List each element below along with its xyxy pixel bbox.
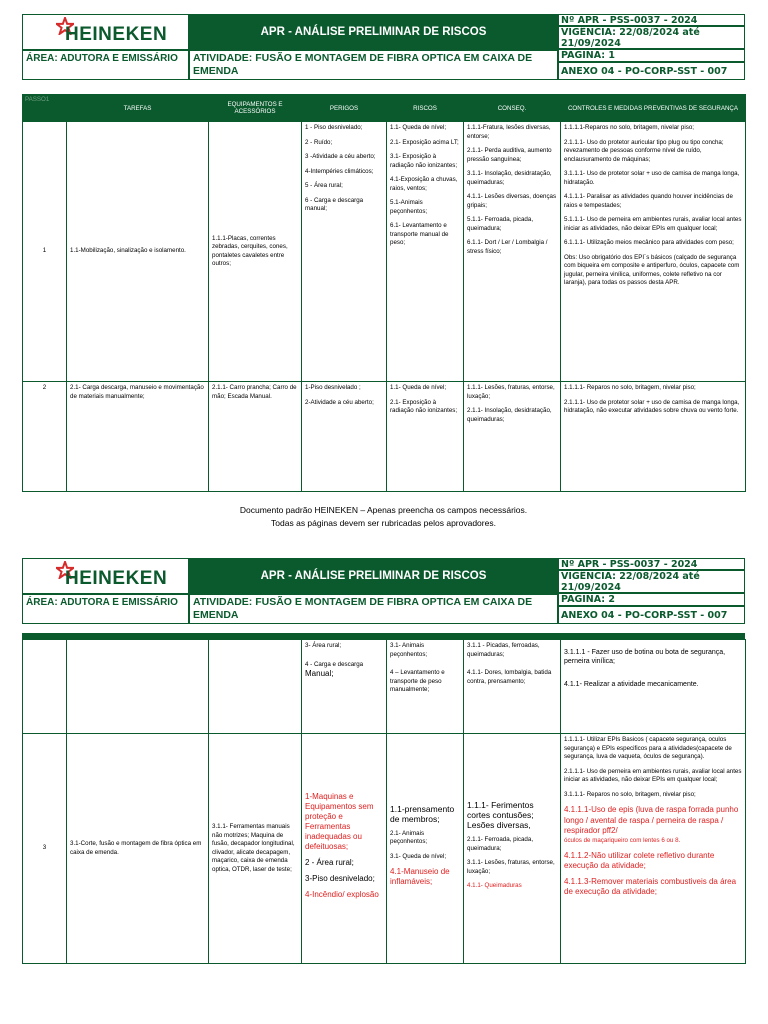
footer-line-2: Todas as páginas devem ser rubricadas pelos aprovadores. bbox=[271, 518, 496, 528]
vigencia: VIGÊNCIA: 22/08/2024 até 21/09/2024 bbox=[558, 570, 745, 593]
activity-label: ATIVIDADE: FUSÃO E MONTAGEM DE FIBRA OPTICA EM CAIXA DE EMENDA bbox=[189, 594, 558, 624]
riscos-cell: 1.1- Queda de nível; 2.1- Exposição acima LT; 3.1- Exposição à radiação não ionizantes; 4.1-Exposição a chuvas, raios, ventos; 5.1-Animais peçonhentos; 6.1- Levantamento e transporte manual de peso; bbox=[387, 122, 464, 382]
document-title: APR - ANÁLISE PRELIMINAR DE RISCOS bbox=[189, 14, 558, 50]
page-number: PAGINA: 2 bbox=[558, 593, 745, 606]
heineken-logo: HEINEKEN bbox=[65, 568, 168, 589]
apr-number: Nº APR - PSS-0037 - 2024 bbox=[558, 14, 745, 26]
col-conseq: CONSEQ. bbox=[464, 95, 561, 122]
apr-page-1 bbox=[22, 14, 745, 528]
table-row bbox=[23, 734, 746, 964]
heineken-logo: HEINEKEN bbox=[65, 24, 168, 45]
area-label: ÁREA: ADUTORA E EMISSÁRIO bbox=[22, 50, 189, 80]
area-label: ÁREA: ADUTORA E EMISSÁRIO bbox=[22, 594, 189, 624]
riscos-cell: 1.1-prensamento de membros; 2.1- Animais peçonhentos; 3.1- Queda de nível; 4.1-Manuseio de inflamáveis; bbox=[387, 734, 464, 964]
apr-page-2 bbox=[22, 558, 745, 1018]
vigencia: VIGÊNCIA: 22/08/2024 até 21/09/2024 bbox=[558, 26, 745, 49]
document-title: APR - ANÁLISE PRELIMINAR DE RISCOS bbox=[189, 558, 558, 594]
risk-table-2 bbox=[22, 639, 746, 964]
footer-line-1: Documento padrão HEINEKEN – Apenas preencha os campos necessários. bbox=[239, 505, 528, 515]
meta-column bbox=[558, 558, 745, 624]
col-equipamentos: EQUIPAMENTOS E ACESSÓRIOS bbox=[209, 95, 302, 122]
logo-cell bbox=[22, 558, 189, 594]
apr-number: Nº APR - PSS-0037 - 2024 bbox=[558, 558, 745, 570]
activity-label: ATIVIDADE: FUSÃO E MONTAGEM DE FIBRA OPTICA EM CAIXA DE EMENDA bbox=[189, 50, 558, 80]
annex: ANEXO 04 - PO-CORP-SST - 007 bbox=[558, 606, 745, 624]
col-tarefas: TAREFAS bbox=[67, 95, 209, 122]
col-perigos: PERIGOS bbox=[302, 95, 387, 122]
conseq-cell: 1.1.1-Fratura, lesões diversas, entorse; 2.1.1- Perda auditiva, aumento pressão sanguínea; 3.1.1- Insolação, desidratação, queimaduras; 4.1.1- Lesões diversas, doenças gripais; 5.1.1- Ferroada, picada, queimadura; 6.1.1- Dort / Ler / Lombalgia / stress físico; bbox=[464, 122, 561, 382]
controles-cell: 1.1.1.1- Reparos no solo, britagem, nivelar piso; 2.1.1.1- Uso de protetor solar + uso de camisa de manga longa, hidratação, não executar atividades sobre chuva ou vento forte. bbox=[561, 382, 746, 492]
perigos-cell: 1-Maquinas e Equipamentos sem proteção e Ferramentas inadequadas ou defeituosas; 2 - Área rural; 3-Piso desnivelado; 4-Incêndio/ explosão bbox=[302, 734, 387, 964]
equipment-cell: 2.1.1- Carro prancha; Carro de mão; Escada Manual. bbox=[209, 382, 302, 492]
meta-column bbox=[558, 14, 745, 80]
task-cell: 1.1-Mobilização, sinalização e isolamento. bbox=[67, 122, 209, 382]
controles-cell: 3.1.1.1 - Fazer uso de botina ou bota de segurança, perneira vinílica; 4.1.1- Realizar a atividade mecanicamente. bbox=[561, 640, 746, 734]
col-passo: PASSO1 bbox=[23, 95, 67, 122]
equipment-cell bbox=[209, 640, 302, 734]
step-number: 1 bbox=[23, 122, 67, 382]
logo-cell bbox=[22, 14, 189, 50]
equipment-cell: 3.1.1- Ferramentas manuais não motrizes; Maquina de fusão, decapador longitudinal, clivador, alicate decapagem, maçarico, caixa de emenda optica, OTDR, laser de teste; bbox=[209, 734, 302, 964]
conseq-cell: 3.1.1 - Picadas, ferroadas, queimaduras; 4.1.1- Dores, lombalgia, batida contra, prensamento; bbox=[464, 640, 561, 734]
risk-table-1 bbox=[22, 94, 746, 492]
controles-cell: 1.1.1.1- Utilizar EPIs Basicos ( capacete segurança, oculos segurança) e EPIs especificos para a atividades(capacete de segurança, luva de vaqueta, óculos de segurança). 2.1.1.1- Uso de perneira em ambientes rurais, avaliar local antes iniciar as atividades, não deixar EPIs em qualquer local; 3.1.1.1- Reparos no solo, britagem, nivelar piso; 4.1.1.1-Uso de epis (luva de raspa forrada punho longo / avental de raspa / perneira de raspa / respirador pff2/ óculos de maçariqueiro com lentes 6 ou 8. 4.1.1.2-Não utilizar colete refletivo durante execução da atividade; 4.1.1.3-Remover materiais combustiveis da área de execução da atividade; bbox=[561, 734, 746, 964]
table-row bbox=[23, 122, 746, 382]
page-number: PAGINA: 1 bbox=[558, 49, 745, 62]
col-controles: CONTROLES E MEDIDAS PREVENTIVAS DE SEGURANÇA bbox=[561, 95, 746, 122]
equipment-cell: 1.1.1-Placas, correntes zebradas, cerquites, cones, pontaletes cavaletes entre outros; bbox=[209, 122, 302, 382]
step-number bbox=[23, 640, 67, 734]
perigos-cell: 1 - Piso desnivelado; 2 - Ruído; 3 -Atividade a céu aberto; 4-Intempéries climáticos; 5 - Área rural; 6 - Carga e descarga manual; bbox=[302, 122, 387, 382]
table-row bbox=[23, 640, 746, 734]
task-cell: 2.1- Carga descarga, manuseio e movimentação de materiais manualmente; bbox=[67, 382, 209, 492]
footer-note bbox=[22, 504, 745, 530]
riscos-cell: 1.1- Queda de nível; 2.1- Exposição à radiação não ionizantes; bbox=[387, 382, 464, 492]
conseq-cell: 1.1.1- Lesões, fraturas, entorse, luxação; 2.1.1- Insolação, desidratação, queimaduras; bbox=[464, 382, 561, 492]
task-cell: 3.1-Corte, fusão e montagem de fibra óptica em caixa de emenda. bbox=[67, 734, 209, 964]
table-row bbox=[23, 382, 746, 492]
perigos-cell: 1-Piso desnivelado ; 2-Atividade a céu aberto; bbox=[302, 382, 387, 492]
perigos-cell: 3- Área rural; 4 - Carga e descarga Manual; bbox=[302, 640, 387, 734]
annex: ANEXO 04 - PO-CORP-SST - 007 bbox=[558, 62, 745, 80]
riscos-cell: 3.1- Animais peçonhentos; 4 – Levantamento e transporte de peso manualmente; bbox=[387, 640, 464, 734]
conseq-cell: 1.1.1- Ferimentos cortes contusões; Lesões diversas, 2.1.1- Ferroada, picada, queimadura; 3.1.1- Lesões, fraturas, entorse, luxação; 4.1.1- Queimaduras bbox=[464, 734, 561, 964]
task-cell bbox=[67, 640, 209, 734]
step-number: 3 bbox=[23, 734, 67, 964]
table-header-row bbox=[23, 95, 746, 122]
controles-cell: 1.1.1.1-Reparos no solo, britagem, nivelar piso; 2.1.1.1- Uso do protetor auricular tipo plug ou tipo concha; revezamento de pessoas conforme nível de ruído, enclausuramento de máquinas; 3.1.1.1- Uso de protetor solar + uso de camisa de manga longa, hidratação. 4.1.1.1- Paralisar as atividades quando houver incidências de raios e tempestades; 5.1.1.1- Uso de perneira em ambientes rurais, avaliar local antes iniciar as atividades, não deixar EPIs em qualquer local; 6.1.1.1- Utilização meios mecânico para atividades com peso; Obs: Uso obrigatório dos EPI´s básicos (calçado de segurança com biqueira em composite e antiperfuro, óculos, capacete com jugular, perneira vinílica, uniformes, colete refletivo na cor laranja), para todas os passos desta APR. bbox=[561, 122, 746, 382]
step-number: 2 bbox=[23, 382, 67, 492]
col-riscos: RISCOS bbox=[387, 95, 464, 122]
